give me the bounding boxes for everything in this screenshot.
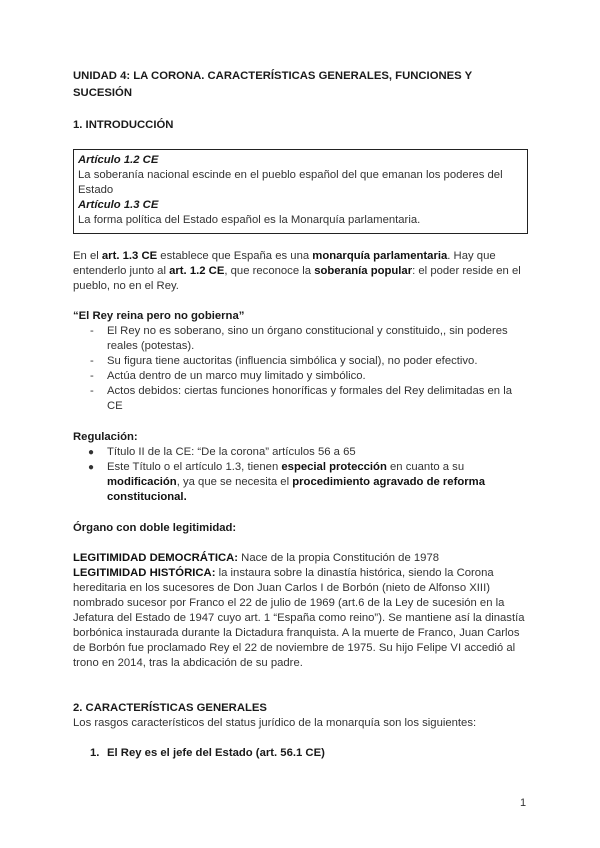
rey-heading: “El Rey reina pero no gobierna” [73, 310, 245, 322]
art1-title: Artículo 1.2 CE [78, 154, 159, 166]
section2-intro: Los rasgos característicos del status jurídico de la monarquía son los siguientes: [73, 717, 477, 729]
list-item: - Actos debidos: ciertas funciones honoríficas y formales del Rey delimitadas en la CE [90, 385, 513, 412]
caracteristicas-list [73, 746, 528, 761]
list-item: ● Título II de la CE: “De la corona” artículos 56 a 65 [88, 446, 356, 458]
document-page [73, 68, 528, 761]
unit-title: UNIDAD 4: LA CORONA. CARACTERÍSTICAS GENERALES, FUNCIONES Y SUCESIÓN [73, 70, 472, 99]
regulacion-heading: Regulación: [73, 431, 138, 443]
list-item: - Actúa dentro de un marco muy limitado y simbólico. [90, 370, 366, 382]
section1-heading: 1. INTRODUCCIÓN [73, 119, 174, 131]
rey-list [73, 324, 528, 414]
list-item: 1. El Rey es el jefe del Estado (art. 56.1 CE) [90, 747, 325, 759]
art2-title: Artículo 1.3 CE [78, 199, 159, 211]
regulacion-list [73, 445, 528, 505]
page-number: 1 [520, 797, 527, 809]
art2-text: La forma política del Estado español es la Monarquía parlamentaria. [78, 214, 421, 226]
intro-paragraph: En el art. 1.3 CE establece que España es una monarquía parlamentaria. Hay que entenderlo junto al art. 1.2 CE, que reconoce la soberanía popular: el poder reside en el pueblo, no en el Rey. [73, 250, 521, 292]
list-item: ● Este Título o el artículo 1.3, tienen especial protección en cuanto a su modificación, ya que se necesita el procedimiento agravado de reforma constitucional. [88, 461, 485, 503]
legitimidad-historica: LEGITIMIDAD HISTÓRICA: la instaura sobre la dinastía histórica, siendo la Corona hereditaria en los sucesores de Don Juan Carlos I de Borbón (nieto de Alfonso XIII) nombrado sucesor por Franco el 22 de julio de 1969 (art.6 de la Ley de sucesión en la Jefatura del Estado de 1947 cuyo art. 1 “España como reino”). Se mantiene así la dinastía borbónica instaurada durante la Dictadura franquista. A la muerte de Franco, Juan Carlos de Borbón fue proclamado Rey el 22 de noviembre de 1975. Su hijo Felipe VI accedió al trono en 2014, tras la abdicación de su padre. [73, 567, 525, 669]
list-item: - El Rey no es soberano, sino un órgano constitucional y constituido,, sin poderes reales (potestas). [90, 325, 508, 352]
section2-heading: 2. CARACTERÍSTICAS GENERALES [73, 702, 267, 714]
art1-text: La soberanía nacional escinde en el pueblo español del que emanan los poderes del Estado [78, 169, 503, 196]
legitimidad-democratica: LEGITIMIDAD DEMOCRÁTICA: Nace de la propia Constitución de 1978 [73, 552, 440, 564]
organo-heading: Órgano con doble legitimidad: [73, 522, 237, 534]
articles-box [73, 149, 528, 234]
list-item: - Su figura tiene auctoritas (influencia simbólica y social), no poder efectivo. [90, 355, 478, 367]
